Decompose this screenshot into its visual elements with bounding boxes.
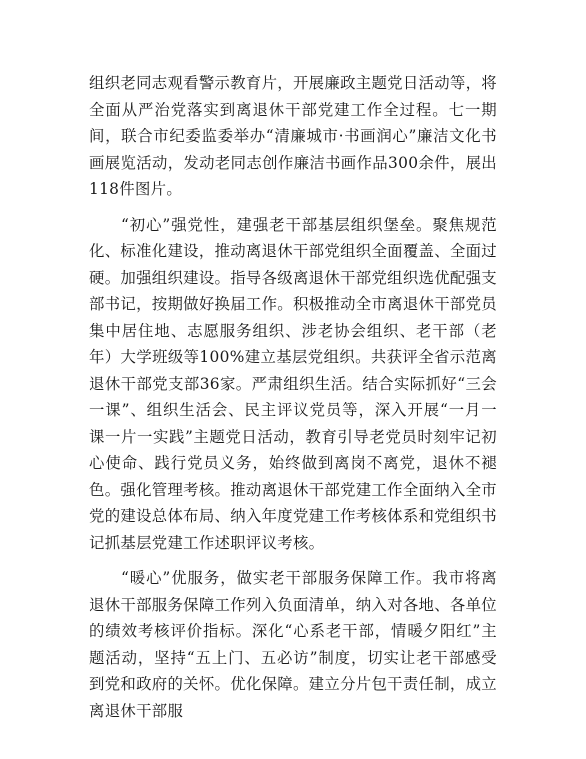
paragraph-3: “暖心”优服务，做实老干部服务保障工作。我市将离退休干部服务保障工作列入负面清单，纳入对各地、各单位的绩效考核评价指标。深化“心系老干部，情暖夕阳红”主题活动，坚持“五上门、五必访”制度，切实让老干部感受到党和政府的关怀。优化保障。建立分片包干责任制，成立离退休干部服: [89, 569, 497, 720]
paragraph-1: 组织老同志观看警示教育片，开展廉政主题党日活动等，将全面从严治党落实到离退休干部党建工作全过程。七一期间，联合市纪委监委举办“清廉城市·书画润心”廉洁文化书画展览活动，发动老同志创作廉洁书画作品300余件，展出118件图片。: [89, 74, 497, 198]
document-page: [89, 70, 497, 724]
paragraph-2: “初心”强党性，建强老干部基层组织堡垒。聚焦规范化、标准化建设，推动离退休干部党组织全面覆盖、全面过硬。加强组织建设。指导各级离退休干部党组织选优配强支部书记，按期做好换届工作。积极推动全市离退休干部党员集中居住地、志愿服务组织、涉老协会组织、老干部（老年）大学班级等100%建立基层党组织。共获评全省示范离退休干部党支部36家。严肃组织生活。结合实际抓好“三会一课”、组织生活会、民主评议党员等，深入开展“一月一课一片一实践”主题党日活动，教育引导老党员时刻牢记初心使命、践行党员义务，始终做到离岗不离党，退休不褪色。强化管理考核。推动离退休干部党建工作全面纳入全市党的建设总体布局、纳入年度党建工作考核体系和党组织书记抓基层党建工作述职评议考核。: [89, 215, 497, 552]
paragraph-spacer: [89, 556, 497, 565]
paragraph-spacer: [89, 203, 497, 212]
